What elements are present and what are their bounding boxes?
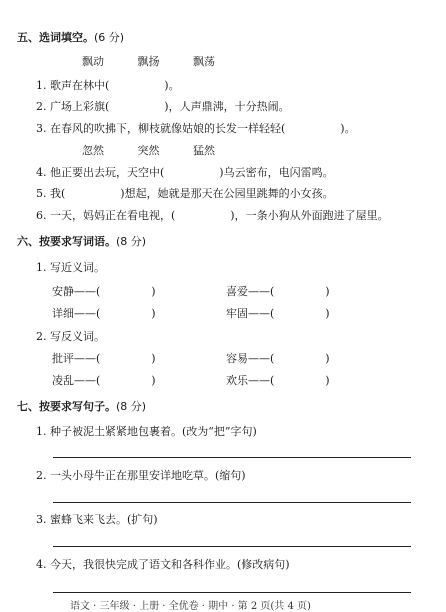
section5-heading — [17, 31, 124, 45]
synonym-prompt: 喜爱——( — [226, 285, 275, 298]
page-footer: 语文 · 三年级 · 上册 · 全优卷 · 期中 · 第 2 页(共 4 页) — [70, 601, 311, 612]
word-bank-2 — [82, 144, 245, 158]
answer-line[interactable] — [53, 546, 411, 547]
s6-sub-1: 1. 写近义词。 — [36, 261, 105, 274]
antonym-close: ) — [151, 374, 156, 387]
synonym-item — [226, 285, 330, 299]
answer-line[interactable] — [53, 457, 411, 458]
synonym-item — [52, 307, 156, 321]
word-option: 飘扬 — [137, 55, 160, 68]
synonym-close: ) — [151, 285, 156, 298]
antonym-prompt: 容易——( — [226, 352, 275, 365]
section7-heading — [17, 400, 146, 414]
s7-question-2: 2. 一头小母牛正在那里安详地吃草。(缩句) — [36, 469, 246, 482]
word-option: 忽然 — [82, 144, 104, 157]
antonym-close: ) — [325, 374, 330, 387]
section5-title: 五、选词填空。 — [17, 31, 94, 44]
s5-question-3: 3. 在春风的吹拂下，柳枝就像姑娘的长发一样轻轻( )。 — [36, 122, 356, 135]
section7-points: (8 分) — [116, 400, 147, 413]
s7-question-4: 4. 今天，我很快完成了语文和各科作业。(修改病句) — [36, 558, 290, 571]
s5-question-2: 2. 广场上彩旗( )，人声鼎沸，十分热闹。 — [36, 100, 290, 113]
s5-question-5: 5. 我( )想起，她就是那天在公园里跳舞的小女孩。 — [36, 187, 334, 200]
word-bank-1 — [82, 55, 245, 69]
antonym-item — [52, 352, 156, 366]
section5-points: (6 分) — [94, 31, 125, 44]
synonym-close: ) — [151, 307, 156, 320]
synonym-item — [52, 285, 156, 299]
antonym-item — [226, 352, 330, 366]
s5-question-6: 6. 一天，妈妈正在看电视，( )，一条小狗从外面跑进了屋里。 — [36, 209, 389, 222]
word-option: 猛然 — [193, 144, 215, 157]
synonym-item — [226, 307, 330, 321]
answer-line[interactable] — [53, 592, 411, 593]
antonym-close: ) — [325, 352, 330, 365]
word-option: 飘动 — [82, 55, 104, 68]
s7-question-3: 3. 蜜蜂飞来飞去。(扩句) — [36, 513, 158, 526]
synonym-prompt: 牢固——( — [226, 307, 275, 320]
synonym-close: ) — [325, 285, 330, 298]
s7-question-1: 1. 种子被泥土紧紧地包裹着。(改为“把”字句) — [36, 425, 257, 438]
antonym-item — [226, 374, 330, 388]
antonym-prompt: 欢乐——( — [226, 374, 275, 387]
antonym-prompt: 凌乱——( — [52, 374, 101, 387]
s5-question-1: 1. 歌声在林中( )。 — [36, 79, 180, 92]
answer-line[interactable] — [53, 502, 411, 503]
section6-heading — [17, 235, 146, 249]
word-option: 飘荡 — [193, 55, 215, 68]
antonym-item — [52, 374, 156, 388]
section6-title: 六、按要求写词语。 — [17, 235, 116, 248]
synonym-prompt: 安静——( — [52, 285, 101, 298]
synonym-prompt: 详细——( — [52, 307, 101, 320]
s5-question-4: 4. 他正要出去玩，天空中( )乌云密布，电闪雷鸣。 — [36, 166, 334, 179]
section6-points: (8 分) — [116, 235, 147, 248]
section7-title: 七、按要求写句子。 — [17, 400, 116, 413]
word-option: 突然 — [137, 144, 160, 157]
antonym-prompt: 批评——( — [52, 352, 101, 365]
s6-sub-2: 2. 写反义词。 — [36, 330, 105, 343]
antonym-close: ) — [151, 352, 156, 365]
synonym-close: ) — [325, 307, 330, 320]
